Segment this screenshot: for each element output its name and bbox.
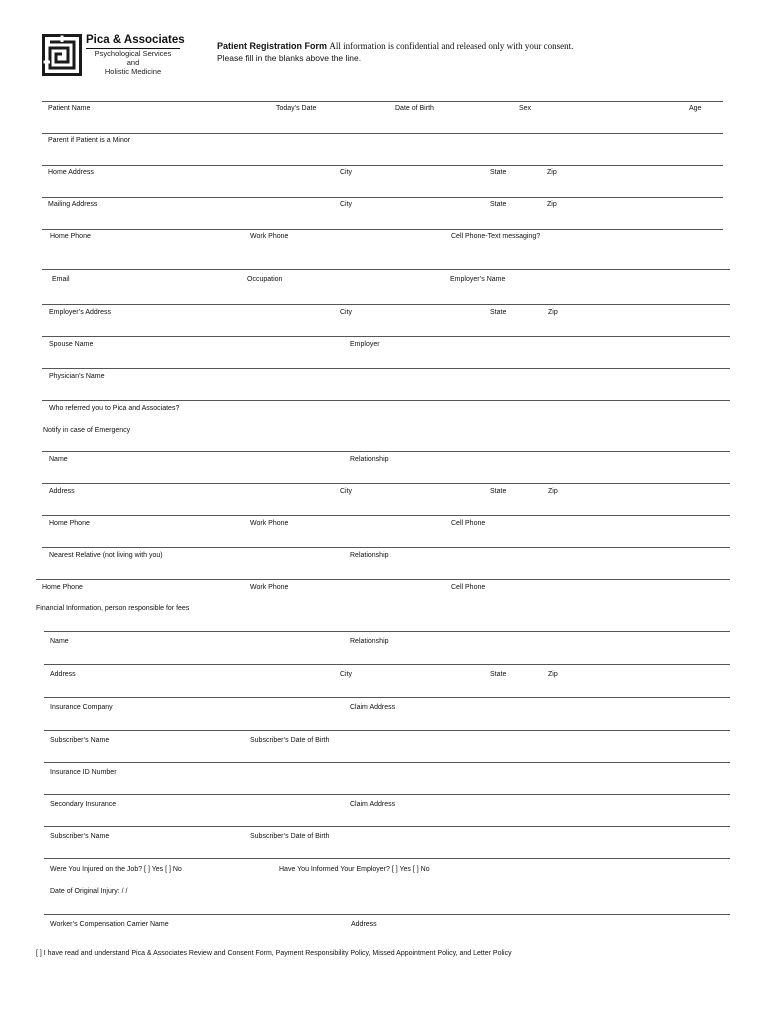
field-mailing-address[interactable]: Mailing Address <box>48 201 98 208</box>
field-subscribers-dob-2[interactable]: Subscriber’s Date of Birth <box>250 833 330 840</box>
line-row-17 <box>44 664 730 665</box>
line-row-21 <box>44 794 730 795</box>
field-age[interactable]: Age <box>689 105 702 112</box>
field-emergency-home-phone[interactable]: Home Phone <box>49 520 90 527</box>
field-relative-home-phone[interactable]: Home Phone <box>42 584 83 591</box>
field-secondary-insurance[interactable]: Secondary Insurance <box>50 801 117 808</box>
form-title: Patient Registration Form <box>217 41 328 51</box>
field-financial-relationship[interactable]: Relationship <box>350 638 389 645</box>
field-email[interactable]: Email <box>52 276 70 283</box>
field-employers-name[interactable]: Employer’s Name <box>450 276 506 283</box>
field-date-original-injury[interactable]: Date of Original Injury: / / <box>50 888 128 895</box>
field-cell-phone-text[interactable]: Cell Phone-Text messaging? <box>451 233 541 240</box>
line-row-20 <box>44 762 730 763</box>
field-relative-cell-phone[interactable]: Cell Phone <box>451 584 486 591</box>
field-employer-zip[interactable]: Zip <box>548 309 558 316</box>
field-sex[interactable]: Sex <box>519 105 532 112</box>
field-who-referred[interactable]: Who referred you to Pica and Associates? <box>49 405 180 412</box>
line-row-10 <box>42 400 730 401</box>
line-row-2 <box>42 133 723 134</box>
line-row-7 <box>42 304 730 305</box>
confidential-notice: All information is confidential and released only with your consent. <box>329 41 574 51</box>
field-mailing-zip[interactable]: Zip <box>547 201 557 208</box>
field-financial-state[interactable]: State <box>490 671 507 678</box>
section-notify-emergency: Notify in case of Emergency <box>43 427 131 434</box>
line-row-12 <box>42 483 730 484</box>
field-mailing-state[interactable]: State <box>490 201 507 208</box>
field-insurance-id[interactable]: Insurance ID Number <box>50 769 117 776</box>
field-subscribers-name-2[interactable]: Subscriber’s Name <box>50 833 110 840</box>
line-row-4 <box>42 197 723 198</box>
line-row-16 <box>44 631 730 632</box>
field-workers-comp-carrier[interactable]: Worker’s Compensation Carrier Name <box>50 921 169 928</box>
field-employer-state[interactable]: State <box>490 309 507 316</box>
field-informed-employer[interactable]: Have You Informed Your Employer? [ ] Yes [ ] No <box>279 866 430 873</box>
logo-subtitle-1: Psychological Services <box>94 49 172 58</box>
field-emergency-state[interactable]: State <box>490 488 507 495</box>
logo-subtitle-2: and <box>126 58 140 67</box>
field-subscribers-name[interactable]: Subscriber’s Name <box>50 737 110 744</box>
line-row-9 <box>42 368 730 369</box>
fill-instruction: Please fill in the blanks above the line. <box>217 53 362 63</box>
line-row-8 <box>42 336 730 337</box>
company-logo <box>42 34 185 78</box>
line-row-18 <box>44 697 730 698</box>
field-emergency-address[interactable]: Address <box>49 488 75 495</box>
field-spouse-employer[interactable]: Employer <box>350 341 380 348</box>
field-parent-if-minor[interactable]: Parent if Patient is a Minor <box>48 137 131 144</box>
field-date-of-birth[interactable]: Date of Birth <box>395 105 434 112</box>
field-financial-address[interactable]: Address <box>50 671 76 678</box>
field-insurance-company[interactable]: Insurance Company <box>50 704 113 711</box>
logo-company-name: Pica & Associates <box>86 34 185 46</box>
field-mailing-city[interactable]: City <box>340 201 353 208</box>
consent-checkbox-statement[interactable]: [ ] I have read and understand Pica & Associates Review and Consent Form, Payment Responsibility Policy, Missed Appointment Policy, and Letter Policy <box>36 950 512 957</box>
field-subscribers-dob[interactable]: Subscriber’s Date of Birth <box>250 737 330 744</box>
field-injured-on-job[interactable]: Were You Injured on the Job? [ ] Yes [ ] No <box>50 866 182 873</box>
field-financial-zip[interactable]: Zip <box>548 671 558 678</box>
field-emergency-city[interactable]: City <box>340 488 353 495</box>
line-row-11 <box>42 451 730 452</box>
field-emergency-name[interactable]: Name <box>49 456 68 463</box>
line-row-3 <box>42 165 723 166</box>
logo-subtitle-3: Holistic Medicine <box>104 67 162 76</box>
form-header <box>217 40 573 64</box>
field-emergency-cell-phone[interactable]: Cell Phone <box>451 520 486 527</box>
maze-logo-icon <box>42 34 82 76</box>
field-nearest-relative[interactable]: Nearest Relative (not living with you) <box>49 552 163 559</box>
field-home-zip[interactable]: Zip <box>547 169 557 176</box>
line-row-23 <box>44 858 730 859</box>
section-financial-info: Financial Information, person responsible for fees <box>36 605 190 612</box>
line-row-15 <box>36 579 730 580</box>
field-claim-address-2[interactable]: Claim Address <box>350 801 396 808</box>
field-home-address[interactable]: Home Address <box>48 169 94 176</box>
line-row-19 <box>44 730 730 731</box>
field-work-phone[interactable]: Work Phone <box>250 233 289 240</box>
field-employers-address[interactable]: Employer’s Address <box>49 309 111 316</box>
field-home-state[interactable]: State <box>490 169 507 176</box>
field-home-city[interactable]: City <box>340 169 353 176</box>
field-workers-comp-address[interactable]: Address <box>351 921 377 928</box>
field-physicians-name[interactable]: Physician’s Name <box>49 373 105 380</box>
field-spouse-name[interactable]: Spouse Name <box>49 341 94 348</box>
field-claim-address[interactable]: Claim Address <box>350 704 396 711</box>
line-row-13 <box>42 515 730 516</box>
line-row-24 <box>44 914 730 915</box>
line-row-22 <box>44 826 730 827</box>
line-row-1 <box>42 101 723 102</box>
field-financial-name[interactable]: Name <box>50 638 69 645</box>
field-todays-date[interactable]: Today’s Date <box>276 105 317 112</box>
field-emergency-work-phone[interactable]: Work Phone <box>250 520 289 527</box>
field-financial-city[interactable]: City <box>340 671 353 678</box>
field-relative-relationship[interactable]: Relationship <box>350 552 389 559</box>
field-patient-name[interactable]: Patient Name <box>48 105 91 112</box>
line-row-6 <box>42 269 730 270</box>
field-emergency-zip[interactable]: Zip <box>548 488 558 495</box>
line-row-14 <box>42 547 730 548</box>
field-home-phone[interactable]: Home Phone <box>50 233 91 240</box>
field-emergency-relationship[interactable]: Relationship <box>350 456 389 463</box>
line-row-5 <box>42 229 723 230</box>
field-employer-city[interactable]: City <box>340 309 353 316</box>
field-relative-work-phone[interactable]: Work Phone <box>250 584 289 591</box>
field-occupation[interactable]: Occupation <box>247 276 283 283</box>
